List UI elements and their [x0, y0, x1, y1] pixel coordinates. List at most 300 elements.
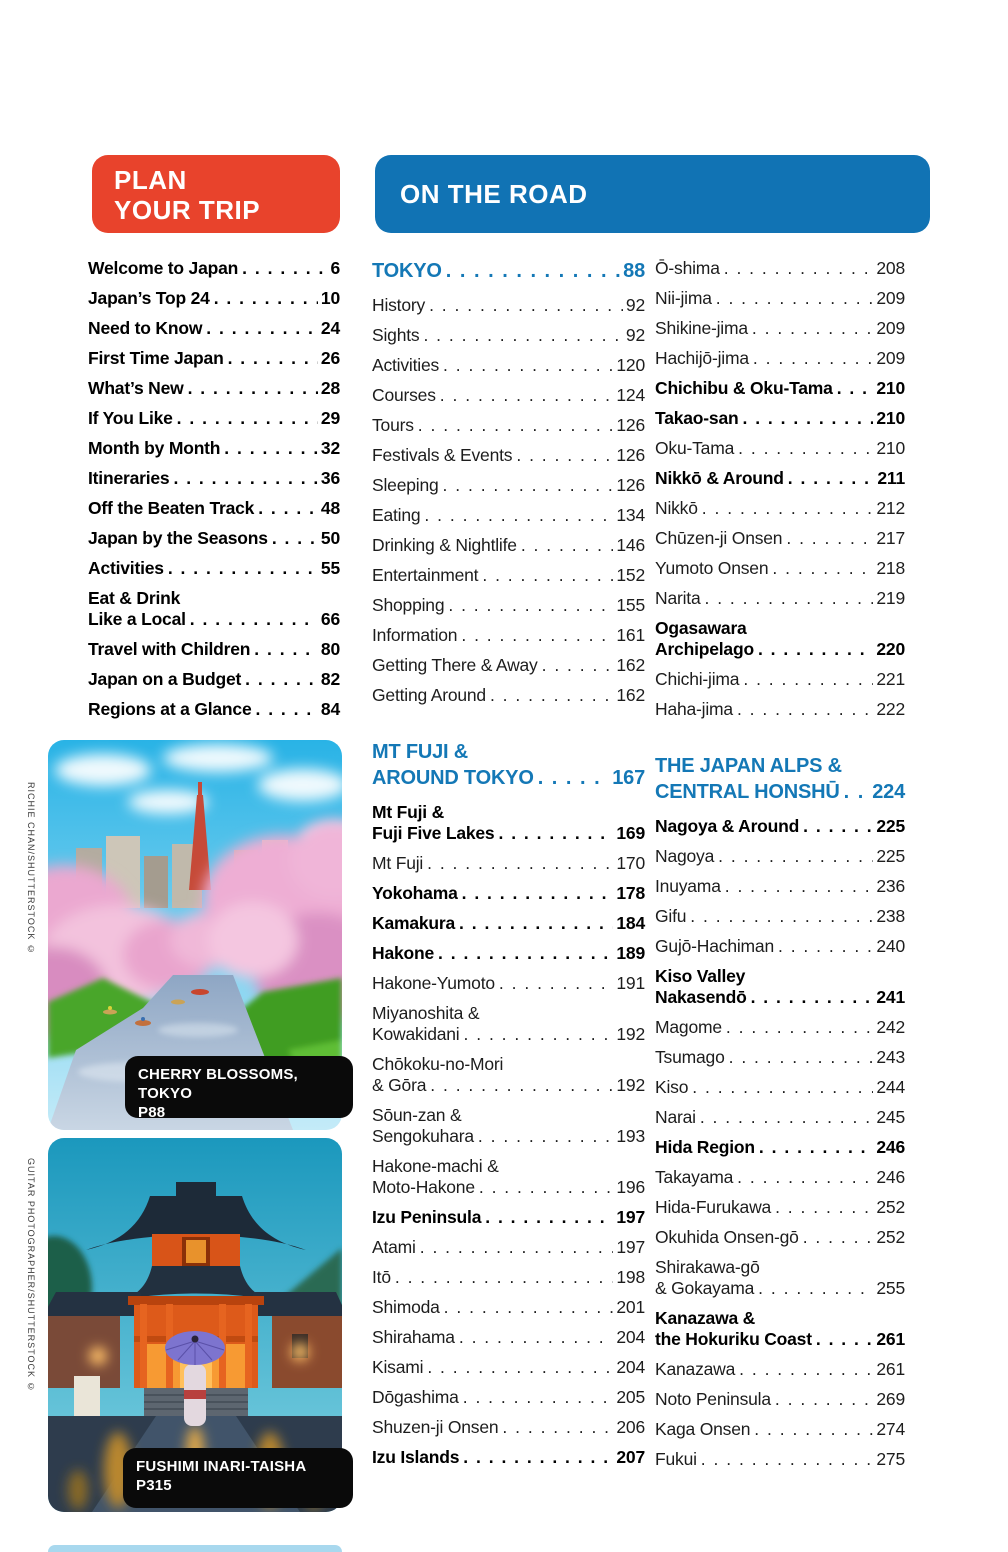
toc-entry-page: 208 [876, 258, 905, 278]
toc-entry [655, 1389, 905, 1410]
toc-entry-label: Welcome to Japan [88, 258, 239, 278]
plan-header-line-1: PLAN [114, 165, 187, 195]
toc-entry-page: 222 [876, 699, 905, 719]
toc-entry-page: 221 [876, 669, 905, 689]
toc-entry-line: Eat & Drink [88, 588, 181, 608]
toc-entry [655, 699, 905, 720]
toc-entry-label: Getting Around [372, 685, 486, 705]
toc-entry-page: 220 [876, 639, 905, 659]
toc-entry-label: Hida-Furukawa [655, 1197, 772, 1217]
dot-leader [482, 565, 613, 586]
toc-entry-label: Kowakidani [372, 1024, 460, 1044]
toc-entry-label: Takayama [655, 1167, 734, 1187]
dot-leader [490, 685, 613, 706]
dot-leader [254, 639, 318, 660]
toc-entry-label: Off the Beaten Track [88, 498, 255, 518]
toc-entry-label: Sleeping [372, 475, 439, 495]
toc-entry-page: 126 [616, 415, 645, 435]
toc-entry-label: Travel with Children [88, 639, 251, 659]
dot-leader [478, 1126, 613, 1147]
dot-leader [459, 1327, 614, 1348]
toc-entry-page: 66 [320, 609, 340, 629]
toc-entry-label: Yumoto Onsen [655, 558, 769, 578]
toc-entry-label: Nikkō [655, 498, 698, 518]
caption-line-1: CHERRY BLOSSOMS, TOKYO [138, 1066, 298, 1102]
dot-leader [190, 609, 318, 630]
toc-entry [372, 475, 645, 496]
toc-entry [655, 906, 905, 927]
dot-leader [464, 1024, 614, 1045]
toc-entry-page: 212 [876, 498, 905, 518]
toc-entry-label: Magome [655, 1017, 722, 1037]
toc-entry-page: 210 [876, 438, 905, 458]
toc-entry-label: Takao-san [655, 408, 739, 428]
dot-leader [443, 475, 614, 496]
toc-entry-label: Narita [655, 588, 701, 608]
dot-leader [255, 699, 317, 720]
toc-entry-label: Sights [372, 325, 420, 345]
toc-entry-page: 126 [616, 475, 645, 495]
toc-entry-page: 48 [320, 498, 340, 518]
dot-leader [423, 325, 622, 346]
toc-entry-page: 244 [876, 1077, 905, 1097]
dot-leader [718, 846, 873, 867]
toc-entry-page: 184 [616, 913, 645, 933]
toc-entry-label: Nagoya & Around [655, 816, 800, 836]
toc-entry [88, 258, 340, 279]
toc-entry-label: Gifu [655, 906, 687, 926]
toc-entry-label: Hakone [372, 943, 435, 963]
dot-leader [758, 1278, 873, 1299]
dot-leader [173, 468, 317, 489]
dot-leader [462, 883, 614, 904]
toc-entry-label: Kamakura [372, 913, 456, 933]
toc-entry [655, 498, 905, 519]
toc-entry-page: 225 [876, 846, 905, 866]
toc-entry [372, 625, 645, 646]
dot-leader [429, 295, 623, 316]
toc-entry [655, 1449, 905, 1470]
toc-entry [372, 913, 645, 934]
toc-entry-label: Kaga Onsen [655, 1419, 751, 1439]
toc-entry [372, 802, 645, 844]
toc-entry-page: 252 [876, 1197, 905, 1217]
toc-entry-page: 243 [876, 1047, 905, 1067]
toc-entry-page: 82 [320, 669, 340, 689]
toc-entry-label: Drinking & Nightlife [372, 535, 517, 555]
plan-your-trip-column [88, 258, 340, 729]
toc-entry [372, 1447, 645, 1468]
toc-entry-page: 252 [876, 1227, 905, 1247]
photo-credit-cherry-blossoms: RICHIE CHAN/SHUTTERSTOCK © [26, 782, 36, 955]
toc-entry [372, 685, 645, 706]
toc-entry [655, 288, 905, 309]
dot-leader [738, 438, 873, 459]
toc-entry-label: Noto Peninsula [655, 1389, 771, 1409]
toc-entry-label: CENTRAL HONSHŪ [655, 781, 840, 803]
toc-entry-page: 209 [876, 318, 905, 338]
toc-entry-page: 238 [876, 906, 905, 926]
toc-entry [655, 318, 905, 339]
toc-entry-page: 261 [876, 1329, 905, 1349]
dot-leader [485, 1207, 613, 1228]
dot-leader [701, 1449, 874, 1470]
toc-entry-line: Kiso Valley [655, 966, 746, 986]
toc-entry-label: Shirahama [372, 1327, 455, 1347]
toc-entry [372, 385, 645, 406]
toc-entry [88, 498, 340, 519]
toc-entry [655, 1227, 905, 1248]
toc-entry-label: Izu Peninsula [372, 1207, 482, 1227]
dot-leader [803, 816, 873, 837]
toc-entry [88, 318, 340, 339]
caption-line-2: P88 [138, 1104, 166, 1121]
toc-entry-label: Haha-jima [655, 699, 733, 719]
toc-entry-label: Japan on a Budget [88, 669, 242, 689]
toc-entry [88, 639, 340, 660]
toc-entry [88, 348, 340, 369]
toc-entry-label: Hakone-Yumoto [372, 973, 495, 993]
dot-leader [778, 936, 873, 957]
dot-leader [214, 288, 318, 309]
dot-leader [726, 1017, 874, 1038]
dot-leader [418, 415, 614, 436]
toc-entry [88, 288, 340, 309]
dot-leader [775, 1389, 874, 1410]
toc-entry [655, 348, 905, 369]
toc-entry-page: 245 [876, 1107, 905, 1127]
toc-entry [655, 1137, 905, 1158]
dot-leader [837, 378, 874, 399]
toc-entry [655, 1308, 905, 1350]
toc-entry-page: 209 [876, 288, 905, 308]
toc-entry [655, 936, 905, 957]
dot-leader [459, 913, 613, 934]
toc-entry-label: Festivals & Events [372, 445, 513, 465]
dot-leader [443, 355, 613, 376]
dot-leader [700, 1107, 874, 1128]
dot-leader [499, 973, 613, 994]
toc-entry-label: First Time Japan [88, 348, 224, 368]
dot-leader [177, 408, 318, 429]
dot-leader [772, 558, 873, 579]
toc-entry-page: 80 [320, 639, 340, 659]
next-page-photo-peek [48, 1545, 342, 1552]
toc-entry-page: 120 [616, 355, 645, 375]
dot-leader [242, 258, 327, 279]
toc-entry-page: 10 [320, 288, 340, 308]
dot-leader [521, 535, 614, 556]
toc-entry-page: 196 [616, 1177, 645, 1197]
toc-entry-label: & Gōra [372, 1075, 427, 1095]
toc-entry-page: 161 [616, 625, 645, 645]
toc-entry-page: 206 [616, 1417, 645, 1437]
toc-entry-page: 6 [330, 258, 340, 278]
toc-entry-label: Information [372, 625, 458, 645]
dot-leader [516, 445, 613, 466]
toc-entry-page: 204 [616, 1357, 645, 1377]
toc-chapter-entry [655, 753, 905, 805]
dot-leader [739, 1359, 873, 1380]
toc-entry-page: 169 [616, 823, 645, 843]
dot-leader [272, 528, 318, 549]
toc-entry [655, 1107, 905, 1128]
toc-entry-label: Japan by the Seasons [88, 528, 268, 548]
toc-entry [655, 528, 905, 549]
dot-leader [754, 1419, 873, 1440]
toc-entry [88, 378, 340, 399]
dot-leader [446, 258, 620, 284]
on-the-road-header [375, 155, 930, 233]
toc-entry-label: If You Like [88, 408, 173, 428]
on-the-road-column-right [655, 258, 905, 1479]
toc-entry-page: 269 [876, 1389, 905, 1409]
toc-entry-page: 170 [616, 853, 645, 873]
toc-entry-line: Shirakawa-gō [655, 1257, 760, 1277]
toc-entry [655, 966, 905, 1008]
toc-entry-label: Inuyama [655, 876, 721, 896]
toc-entry-label: Shikine-jima [655, 318, 748, 338]
toc-entry [372, 1357, 645, 1378]
toc-entry [372, 1105, 645, 1147]
toc-entry-label: Chūzen-ji Onsen [655, 528, 783, 548]
toc-entry-page: 152 [616, 565, 645, 585]
toc-entry-line: Chōkoku-no-Mori [372, 1054, 504, 1074]
toc-entry-label: Nii-jima [655, 288, 712, 308]
toc-entry-label: Dōgashima [372, 1387, 459, 1407]
dot-leader [816, 1329, 874, 1350]
toc-entry-label: Archipelago [655, 639, 754, 659]
toc-entry [655, 1419, 905, 1440]
toc-entry-line: Sōun-zan & [372, 1105, 462, 1125]
toc-entry [655, 588, 905, 609]
dot-leader [463, 1447, 613, 1468]
toc-entry [372, 355, 645, 376]
toc-entry-page: 191 [616, 973, 645, 993]
dot-leader [729, 1047, 874, 1068]
toc-entry [655, 816, 905, 837]
dot-leader [444, 1297, 614, 1318]
toc-entry [655, 558, 905, 579]
toc-entry-page: 246 [876, 1137, 905, 1157]
toc-entry-label: AROUND TOKYO [372, 767, 534, 789]
toc-entry-label: Nakasendō [655, 987, 747, 1007]
toc-entry [372, 1237, 645, 1258]
toc-entry [655, 258, 905, 279]
toc-entry-label: Need to Know [88, 318, 203, 338]
dot-leader [742, 408, 873, 429]
dot-leader [690, 906, 873, 927]
on-the-road-label: ON THE ROAD [400, 178, 588, 209]
toc-entry [372, 1156, 645, 1198]
toc-entry [372, 1327, 645, 1348]
toc-entry-label: the Hokuriku Coast [655, 1329, 812, 1349]
toc-entry-page: 261 [876, 1359, 905, 1379]
dot-leader [420, 1237, 614, 1258]
on-the-road-column-left [372, 258, 645, 1477]
dot-leader [461, 625, 613, 646]
toc-entry [88, 588, 340, 630]
toc-entry-page: 242 [876, 1017, 905, 1037]
dot-leader [206, 318, 318, 339]
dot-leader [224, 438, 318, 459]
toc-entry-page: 192 [616, 1024, 645, 1044]
toc-chapter-entry [372, 739, 645, 791]
toc-entry-label: Like a Local [88, 609, 186, 629]
toc-entry-page: 162 [616, 685, 645, 705]
dot-leader [440, 385, 614, 406]
toc-entry [655, 408, 905, 429]
toc-entry-page: 255 [876, 1278, 905, 1298]
toc-entry [655, 1047, 905, 1068]
toc-entry-page: 88 [623, 260, 645, 282]
toc-entry-page: 210 [876, 408, 905, 428]
toc-entry [372, 853, 645, 874]
toc-entry-label: Itineraries [88, 468, 170, 488]
toc-entry-line: Hakone-machi & [372, 1156, 499, 1176]
toc-entry-page: 205 [616, 1387, 645, 1407]
plan-your-trip-header [92, 155, 340, 233]
photo-caption-cherry-blossoms [125, 1056, 353, 1121]
toc-chapter-entry [372, 258, 645, 284]
toc-entry-page: 178 [616, 883, 645, 903]
dot-leader [716, 288, 874, 309]
toc-entry [372, 1417, 645, 1438]
toc-entry-label: Kisami [372, 1357, 424, 1377]
toc-entry-page: 246 [876, 1167, 905, 1187]
toc-entry-label: Entertainment [372, 565, 479, 585]
toc-entry [655, 846, 905, 867]
dot-leader [788, 468, 875, 489]
caption-line-1: FUSHIMI INARI-TAISHA P315 [136, 1458, 306, 1494]
dot-leader [759, 1137, 874, 1158]
toc-entry-page: 55 [320, 558, 340, 578]
toc-entry [88, 528, 340, 549]
dot-leader [743, 669, 873, 690]
dot-leader [702, 498, 874, 519]
toc-entry-page: 24 [320, 318, 340, 338]
toc-entry [88, 438, 340, 459]
toc-entry-page: 201 [616, 1297, 645, 1317]
toc-entry-page: 26 [320, 348, 340, 368]
toc-entry-page: 224 [872, 781, 905, 803]
dot-leader [803, 1227, 874, 1248]
toc-entry [655, 378, 905, 399]
toc-entry-label: Nagoya [655, 846, 715, 866]
toc-entry [655, 1359, 905, 1380]
toc-entry [88, 468, 340, 489]
toc-entry-label: Itō [372, 1267, 391, 1287]
toc-entry-label: Fukui [655, 1449, 697, 1469]
toc-entry-page: 134 [616, 505, 645, 525]
toc-entry-label: Chichibu & Oku-Tama [655, 378, 833, 398]
toc-entry-label: Hachijō-jima [655, 348, 749, 368]
toc-entry-page: 209 [876, 348, 905, 368]
toc-entry [655, 669, 905, 690]
toc-entry-label: Activities [88, 558, 164, 578]
toc-entry [372, 1054, 645, 1096]
toc-entry-page: 155 [616, 595, 645, 615]
toc-entry [655, 876, 905, 897]
dot-leader [753, 348, 874, 369]
toc-entry-page: 146 [616, 535, 645, 555]
toc-entry-page: 84 [320, 699, 340, 719]
toc-entry-label: Atami [372, 1237, 416, 1257]
toc-entry-line: Miyanoshita & [372, 1003, 480, 1023]
toc-entry-label: Ō-shima [655, 258, 720, 278]
toc-entry-label: TOKYO [372, 260, 442, 282]
toc-entry-label: Tours [372, 415, 414, 435]
toc-entry [372, 1387, 645, 1408]
toc-entry-page: 236 [876, 876, 905, 896]
toc-entry-page: 28 [320, 378, 340, 398]
toc-entry [372, 595, 645, 616]
dot-leader [786, 528, 873, 549]
toc-entry-page: 162 [616, 655, 645, 675]
toc-entry-page: 197 [616, 1207, 645, 1227]
dot-leader [258, 498, 318, 519]
toc-entry [88, 669, 340, 690]
dot-leader [188, 378, 318, 399]
toc-entry [372, 445, 645, 466]
toc-entry-page: 210 [876, 378, 905, 398]
toc-entry-page: 225 [876, 816, 905, 836]
toc-entry-label: & Gokayama [655, 1278, 755, 1298]
dot-leader [725, 876, 874, 897]
toc-entry-page: 36 [320, 468, 340, 488]
toc-entry-label: Nikkō & Around [655, 468, 784, 488]
toc-entry [372, 565, 645, 586]
toc-entry-page: 192 [616, 1075, 645, 1095]
toc-entry-label: Sengokuhara [372, 1126, 474, 1146]
toc-entry-page: 92 [625, 325, 645, 345]
dot-leader [542, 655, 614, 676]
dot-leader [737, 699, 873, 720]
dot-leader [228, 348, 318, 369]
toc-entry-label: Month by Month [88, 438, 221, 458]
toc-entry [655, 1197, 905, 1218]
toc-entry-page: 92 [625, 295, 645, 315]
toc-entry [88, 699, 340, 720]
photo-credit-fushimi-inari: GUITAR PHOTOGRAPHER/SHUTTERSTOCK © [26, 1158, 36, 1393]
toc-entry [655, 1017, 905, 1038]
toc-entry [372, 883, 645, 904]
dot-leader [538, 765, 610, 791]
toc-entry-page: 29 [320, 408, 340, 428]
toc-entry-label: Shuzen-ji Onsen [372, 1417, 499, 1437]
toc-entry [655, 1077, 905, 1098]
toc-entry [655, 438, 905, 459]
toc-entry-page: 241 [876, 987, 905, 1007]
toc-entry-label: Yokohama [372, 883, 458, 903]
toc-entry-label: Gujō-Hachiman [655, 936, 774, 956]
toc-entry [655, 618, 905, 660]
toc-entry [372, 325, 645, 346]
plan-header-line-2: YOUR TRIP [114, 195, 261, 225]
toc-entry-label: Getting There & Away [372, 655, 538, 675]
toc-entry [372, 1003, 645, 1045]
toc-entry-label: Eating [372, 505, 421, 525]
dot-leader [502, 1417, 613, 1438]
dot-leader [395, 1267, 614, 1288]
toc-entry-page: 198 [616, 1267, 645, 1287]
toc-entry-label: Mt Fuji [372, 853, 424, 873]
toc-entry-label: Moto-Hakone [372, 1177, 475, 1197]
toc-entry [88, 408, 340, 429]
dot-leader [430, 1075, 613, 1096]
toc-entry-label: Chichi-jima [655, 669, 740, 689]
dot-leader [844, 779, 870, 805]
